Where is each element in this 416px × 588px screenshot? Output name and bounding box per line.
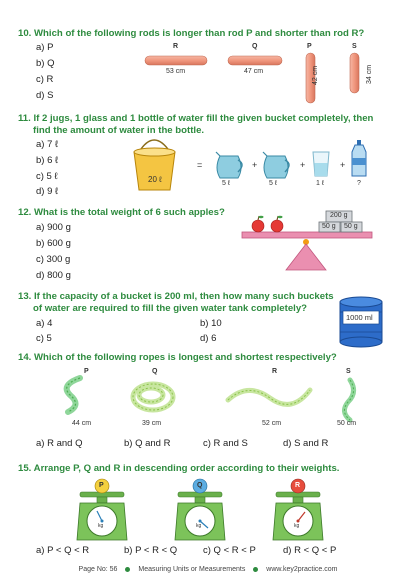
rod-q-length: 47 cm	[244, 68, 264, 75]
question-13-title-line2: of water are required to fill the given water tank completely?	[33, 303, 308, 314]
footer-topic: Measuring Units or Measurements	[138, 566, 246, 573]
footer-website[interactable]: www.key2practice.com	[266, 566, 338, 573]
rod-r-name: R	[173, 43, 179, 50]
rope-s-name: S	[346, 368, 351, 375]
q14-option-a[interactable]: a) R and Q	[36, 438, 83, 449]
rope-p-name: P	[84, 368, 89, 375]
scale-r	[273, 492, 323, 540]
scale-p-label: P	[99, 482, 104, 489]
bottle-label: ?	[357, 180, 361, 187]
q15-option-d[interactable]: d) R < Q < P	[283, 545, 337, 556]
plus-sign-2: +	[300, 160, 306, 170]
question-11-title-line2: find the amount of water in the bottle.	[33, 125, 205, 136]
q10-option-c[interactable]: c) R	[36, 74, 54, 85]
rod-s-name: S	[352, 43, 357, 50]
page-footer	[0, 566, 416, 573]
question-10-title: 10. Which of the following rods is longer than rod P and shorter than rod R?	[18, 28, 365, 39]
rod-p-name: P	[307, 43, 312, 50]
rope-r-length: 52 cm	[262, 420, 282, 427]
rope-r-name: R	[272, 368, 278, 375]
q12-option-a[interactable]: a) 900 g	[36, 222, 71, 233]
footer-page-number: Page No: 56	[78, 566, 118, 573]
q12-option-c[interactable]: c) 300 g	[36, 254, 71, 265]
scale-q-unit: kg	[196, 523, 202, 529]
q15-option-b[interactable]: b) P < R < Q	[124, 545, 178, 556]
rod-p-length: 42 cm	[312, 65, 319, 85]
q11-option-d[interactable]: d) 9 ℓ	[36, 186, 59, 197]
scale-r-unit: kg	[294, 523, 300, 529]
rope-q-name: Q	[152, 368, 158, 375]
q13-option-a[interactable]: a) 4	[36, 318, 53, 329]
q14-option-c[interactable]: c) R and S	[203, 438, 248, 449]
weight-50g-1-label: 50 g	[322, 223, 336, 230]
q13-option-d[interactable]: d) 6	[200, 333, 217, 344]
q15-option-a[interactable]: a) P < Q < R	[36, 545, 90, 556]
rope-s-length: 50 cm	[337, 420, 357, 427]
q10-option-b[interactable]: b) Q	[36, 58, 55, 69]
glass-label: 1 ℓ	[316, 180, 325, 187]
q11-option-a[interactable]: a) 7 ℓ	[36, 139, 59, 150]
question-11-title-line1: 11. If 2 jugs, 1 glass and 1 bottle of water fill the given bucket completely, then	[18, 113, 374, 124]
plus-sign-1: +	[252, 160, 258, 170]
rope-p-length: 44 cm	[72, 420, 92, 427]
scale-p	[77, 492, 127, 540]
equals-sign: =	[197, 160, 203, 170]
q13-option-b[interactable]: b) 10	[200, 318, 222, 329]
scale-q-label: Q	[197, 482, 203, 489]
question-15-title: 15. Arrange P, Q and R in descending order according to their weights.	[18, 463, 340, 474]
bucket-capacity-label: 20 ℓ	[148, 175, 162, 184]
scale-p-unit: kg	[98, 523, 104, 529]
scale-q	[175, 492, 225, 540]
q14-option-b[interactable]: b) Q and R	[124, 438, 171, 449]
q12-option-d[interactable]: d) 800 g	[36, 270, 71, 281]
q15-option-c[interactable]: c) Q < R < P	[203, 545, 256, 556]
rod-s-length: 34 cm	[366, 64, 373, 84]
scale-r-label: R	[295, 482, 301, 489]
question-12-title: 12. What is the total weight of 6 such apples?	[18, 207, 225, 218]
weight-50g-2-label: 50 g	[344, 223, 358, 230]
q13-option-c[interactable]: c) 5	[36, 333, 52, 344]
footer-bullet-icon	[125, 567, 130, 572]
plus-sign-3: +	[340, 160, 346, 170]
rod-q-name: Q	[252, 43, 258, 50]
rope-q-length: 39 cm	[142, 420, 162, 427]
q10-option-a[interactable]: a) P	[36, 42, 54, 53]
q11-option-c[interactable]: c) 5 ℓ	[36, 171, 58, 182]
question-14-title: 14. Which of the following ropes is longest and shortest respectively?	[18, 352, 337, 363]
footer-bullet-icon	[253, 567, 258, 572]
weight-200g-label: 200 g	[330, 212, 348, 219]
water-tank-capacity-label: 1000 ml	[346, 313, 373, 322]
rod-r-length: 53 cm	[166, 68, 186, 75]
q12-option-b[interactable]: b) 600 g	[36, 238, 71, 249]
jug-2-label: 5 ℓ	[269, 180, 278, 187]
q11-option-b[interactable]: b) 6 ℓ	[36, 155, 59, 166]
jug-1-label: 5 ℓ	[222, 180, 231, 187]
q14-option-d[interactable]: d) S and R	[283, 438, 329, 449]
question-13-title-line1: 13. If the capacity of a bucket is 200 ml, then how many such buckets	[18, 291, 334, 302]
q10-option-d[interactable]: d) S	[36, 90, 54, 101]
